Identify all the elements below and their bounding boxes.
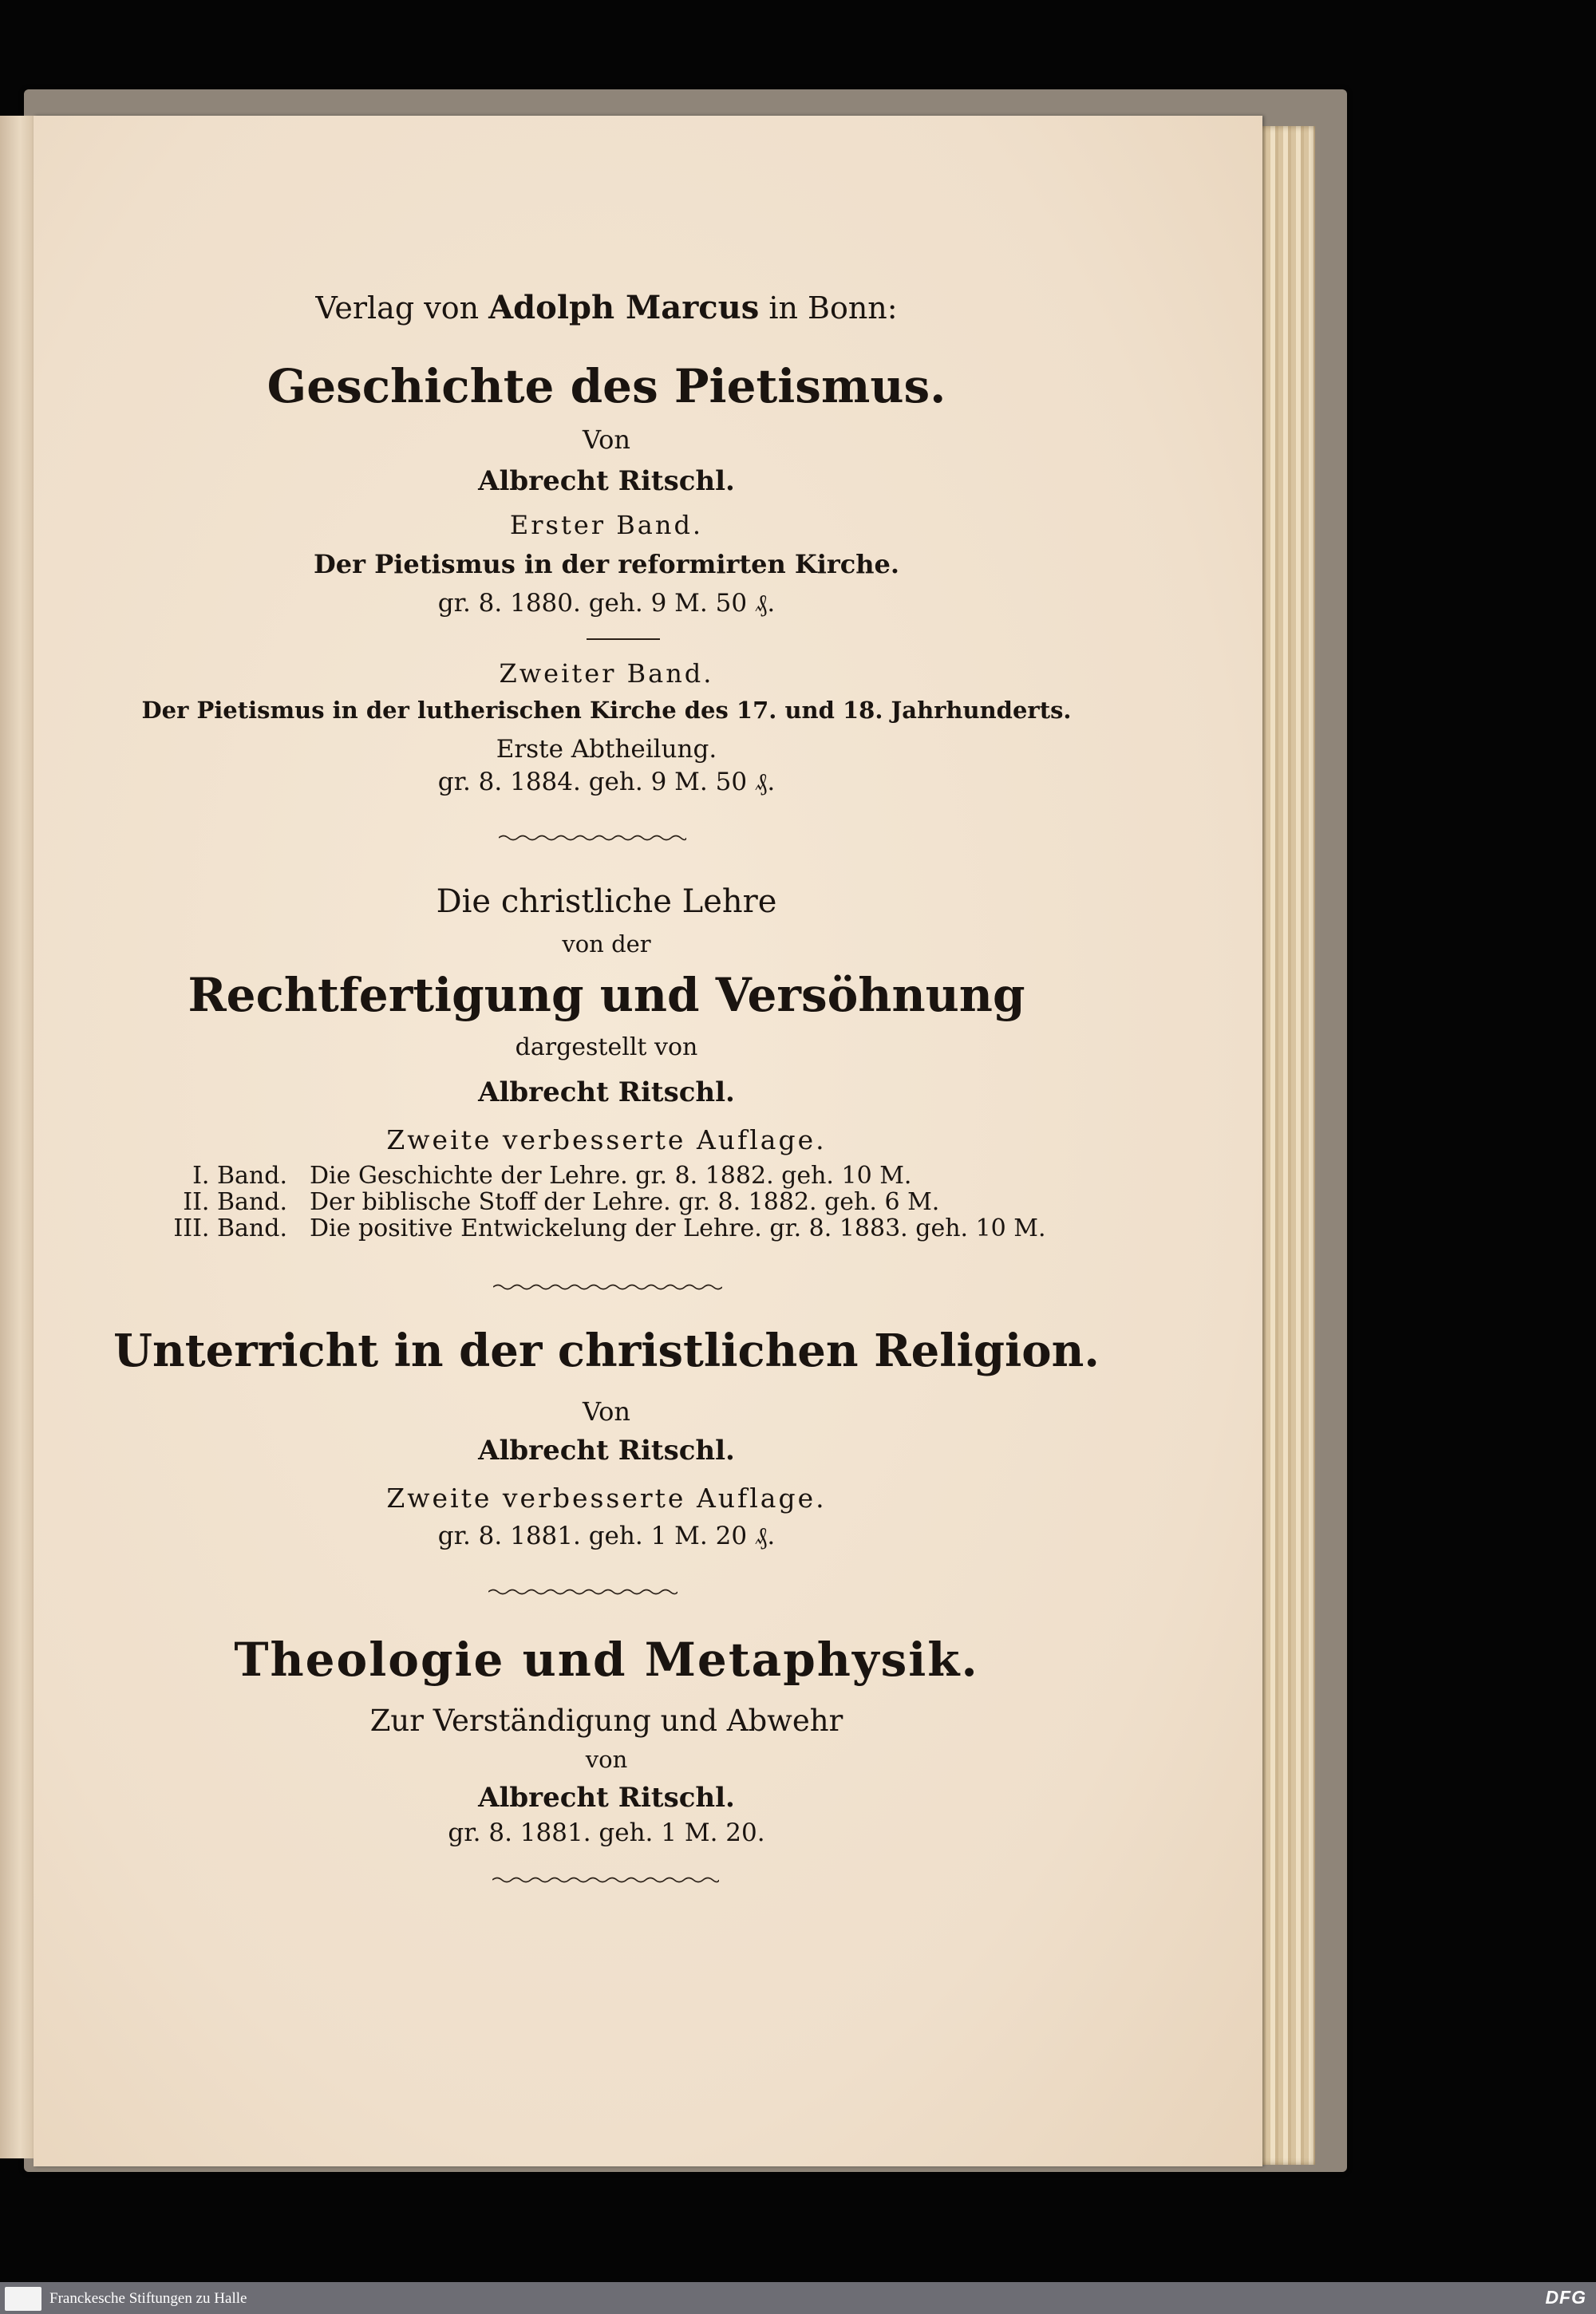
band-number: I. Band. [192,1162,287,1190]
edition-label-3: Zweite verbesserte Auflage. [386,1483,827,1514]
publisher-line [128,289,1085,326]
band-text: Die Geschichte der Lehre. gr. 8. 1882. geh. 10 M. [310,1162,912,1190]
vol2-label: Zweiter Band. [499,658,714,689]
vol1-title: Der Pietismus in der reformirten Kirche. [314,549,899,579]
divider-short [587,638,660,640]
title-unterricht: Unterricht in der christlichen Religion. [113,1325,1100,1377]
von-label: Von [582,424,631,455]
vol1-label: Erster Band. [509,510,704,540]
von-label-4: von [585,1746,628,1773]
publisher-prefix: Verlag von [315,290,480,326]
edition-label-2: Zweite verbesserte Auflage. [386,1124,827,1155]
author-name-3: Albrecht Ritschl. [478,1435,735,1467]
von-der-label: von der [562,930,651,958]
dargestellt-label: dargestellt von [515,1033,698,1061]
publisher-name: Adolph Marcus [488,289,760,326]
institution-logo-icon [5,2287,41,2311]
price-3: gr. 8. 1881. geh. 1 M. 20 ₰. [437,1522,776,1550]
von-label-3: Von [582,1396,631,1427]
subtitle-verstaendigung: Zur Verständigung und Abwehr [369,1704,843,1738]
author-name-2: Albrecht Ritschl. [478,1076,735,1108]
wavy-divider-3 [488,1587,678,1597]
author-name: Albrecht Ritschl. [478,465,735,497]
band-row [164,1188,939,1216]
vol1-price: gr. 8. 1880. geh. 9 M. 50 ₰. [437,589,776,618]
title-theologie-metaphysik: Theologie und Metaphysik. [234,1633,979,1687]
band-row [164,1162,911,1190]
viewer-footer [0,2282,1596,2314]
vol2-sub: Erste Abtheilung. [496,735,717,764]
wavy-divider-2 [493,1282,722,1292]
pre-title-christliche-lehre: Die christliche Lehre [436,883,777,920]
band-number: II. Band. [183,1188,287,1216]
publisher-suffix: in Bonn: [768,290,898,326]
wavy-divider-1 [499,833,686,843]
title-rechtfertigung: Rechtfertigung und Versöhnung [188,968,1025,1022]
band-row [164,1214,1046,1242]
wavy-divider-4 [492,1875,719,1885]
band-number: III. Band. [173,1214,287,1242]
author-name-4: Albrecht Ritschl. [478,1782,735,1814]
institution-name: Franckesche Stiftungen zu Halle [49,2290,247,2307]
price-4: gr. 8. 1881. geh. 1 M. 20. [448,1818,765,1847]
vol2-title: Der Pietismus in der lutherischen Kirche des 17. und 18. Jahrhunderts. [141,697,1072,724]
band-text: Die positive Entwickelung der Lehre. gr. 8. 1883. geh. 10 M. [310,1214,1046,1242]
dfg-logo: DFG [1545,2287,1586,2308]
vol2-price: gr. 8. 1884. geh. 9 M. 50 ₰. [437,768,776,796]
title-geschichte-pietismus: Geschichte des Pietismus. [267,359,946,413]
band-text: Der biblische Stoff der Lehre. gr. 8. 1882. geh. 6 M. [310,1188,940,1216]
